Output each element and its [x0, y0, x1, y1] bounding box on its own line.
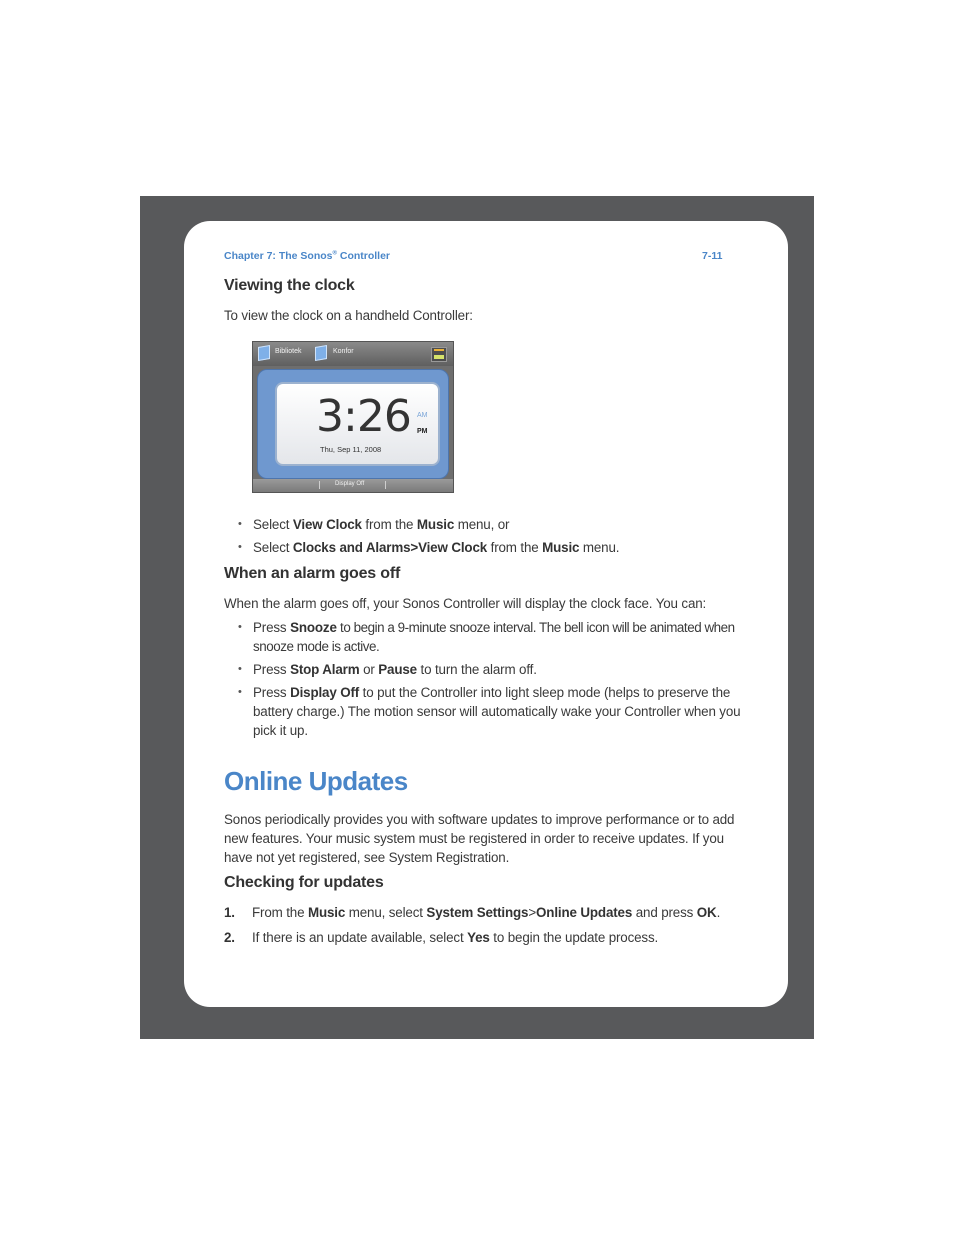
text: Select: [253, 517, 293, 532]
page-frame: [140, 196, 814, 1039]
text: from the: [361, 517, 417, 532]
clock-date: Thu, Sep 11, 2008: [320, 445, 382, 454]
text: from the: [487, 540, 543, 555]
zone-icon: [315, 345, 327, 361]
bullet-dot: •: [238, 686, 242, 698]
chapter-suffix: Controller: [336, 250, 391, 262]
text: Press: [253, 685, 291, 700]
text: menu, or: [454, 517, 510, 532]
bold-text: Display Off: [290, 685, 360, 700]
list-item: [224, 928, 744, 947]
bold-text: Pause: [378, 662, 417, 677]
bullet-dot: •: [238, 541, 242, 553]
text: menu, select: [345, 905, 427, 920]
page-card: [184, 221, 788, 1007]
heading-checking-updates: Checking for updates: [224, 874, 384, 891]
text: or: [359, 662, 379, 677]
bullet-dot: •: [238, 518, 242, 530]
bold-text: Music: [416, 517, 455, 532]
running-header-chapter: [224, 250, 390, 262]
list-item: [238, 683, 743, 740]
text: If there is an update available, select: [252, 930, 468, 945]
bold-text: View Clock: [292, 517, 362, 532]
clock-am: AM: [417, 412, 428, 419]
controller-clock-screenshot: [252, 341, 454, 493]
bold-text: OK: [696, 905, 717, 920]
text: to begin the update process.: [489, 930, 659, 945]
display-off-button: Display Off: [335, 481, 365, 487]
text: and press: [632, 905, 697, 920]
footer-separator-left: [319, 481, 320, 489]
heading-viewing-clock: Viewing the clock: [224, 277, 355, 294]
bullet-dot: •: [238, 621, 242, 633]
alarm-intro: When the alarm goes off, your Sonos Controller will display the clock face. You can:: [224, 596, 707, 611]
chapter-prefix: Chapter 7: The Sonos: [224, 250, 333, 262]
alarm-bullets: [238, 618, 743, 744]
text: Press: [253, 620, 291, 635]
text: menu.: [579, 540, 620, 555]
screenshot-tab-2: Konfor: [333, 348, 354, 355]
bold-text: Snooze: [290, 620, 337, 635]
library-icon: [258, 345, 270, 361]
page-number: 7-11: [702, 250, 723, 262]
text: Press: [253, 662, 291, 677]
screenshot-tab-1: Bibliotek: [275, 348, 302, 355]
footer-separator-right: [385, 481, 386, 489]
bold-text: Clocks and Alarms>View Clock: [292, 540, 488, 555]
text: .: [716, 905, 721, 920]
bold-text: System Settings: [426, 905, 529, 920]
online-updates-intro: Sonos periodically provides you with software updates to improve performance or to add new features. Your music system must be registered in order to receive updates. If you have not yet registered, see System Registration.: [224, 812, 735, 865]
text: Select: [253, 540, 293, 555]
screenshot-footer: [253, 479, 453, 492]
text: From the: [252, 905, 308, 920]
viewing-clock-bullets: [238, 515, 743, 561]
list-item: [238, 660, 743, 679]
list-item: [238, 618, 743, 656]
step-number: 1.: [224, 905, 235, 920]
clock-pm: PM: [417, 428, 428, 435]
battery-icon: [431, 347, 447, 362]
bold-text: Stop Alarm: [290, 662, 360, 677]
list-item: [224, 903, 744, 922]
text: >: [528, 905, 537, 920]
bold-text: Music: [542, 540, 580, 555]
registered-mark: ®: [332, 250, 337, 257]
clock-time: 3:26: [316, 391, 411, 442]
bold-text: Music: [307, 905, 346, 920]
bold-text: Online Updates: [536, 905, 633, 920]
step-number: 2.: [224, 930, 235, 945]
section-title-online-updates: Online Updates: [224, 766, 408, 796]
update-steps: [224, 903, 744, 953]
clock-panel: [257, 369, 449, 479]
bullet-dot: •: [238, 663, 242, 675]
viewing-clock-intro: To view the clock on a handheld Controller:: [224, 308, 473, 323]
bold-text: Yes: [467, 930, 490, 945]
text: to turn the alarm off.: [416, 662, 537, 677]
heading-alarm: When an alarm goes off: [224, 565, 401, 582]
text: to put the Controller into light sleep mode (helps to preserve the battery charge.) The motion sensor will automatically wake your Controller when you pick it up.: [253, 685, 741, 738]
text: to begin a 9-minute snooze interval. The bell icon will be animated when snooze mode is active.: [253, 620, 735, 654]
screenshot-top-bar: [253, 342, 453, 366]
list-item: [238, 515, 743, 534]
list-item: [238, 538, 743, 557]
